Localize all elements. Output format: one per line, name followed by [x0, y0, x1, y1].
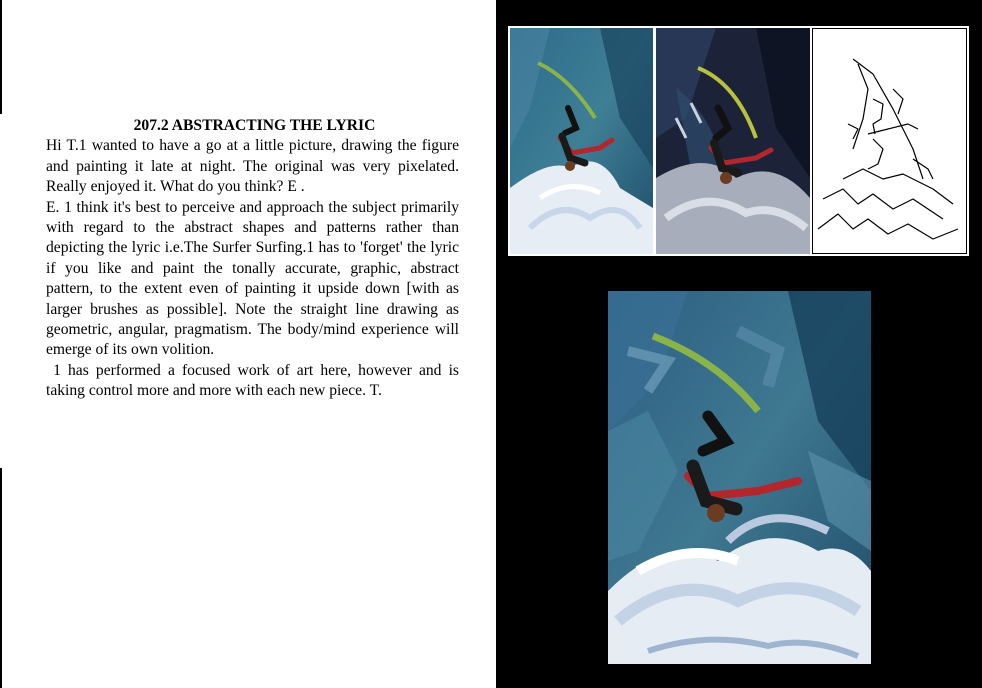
image-page	[496, 0, 982, 688]
article	[46, 116, 463, 402]
surf-painting-large	[608, 291, 871, 664]
page-edge-mark-bottom	[0, 468, 2, 688]
article-paragraph: Hi T.1 wanted to have a go at a little picture, drawing the figure and painting it late at night. The original was very pixelated. Really enjoyed it. What do you think? E .	[46, 137, 459, 196]
triptych-frame	[508, 26, 969, 256]
surf-painting-night	[656, 28, 810, 254]
surf-painting-day	[510, 28, 653, 254]
article-paragraph: 1 has performed a focused work of art here, however and is taking control more and more with each new piece. T.	[46, 361, 463, 400]
surf-line-drawing	[812, 28, 967, 254]
article-title: 207.2 ABSTRACTING THE LYRIC	[133, 117, 376, 134]
page-edge-mark-top	[0, 0, 2, 114]
article-paragraph: E. 1 think it's best to perceive and approach the subject primarily with regard to the abstract shapes and patterns rather than depicting the lyric i.e.The Surfer Surfing.1 has to 'forget' the lyric if you like and paint the tonally accurate, graphic, abstract pattern, to the extent even of painting it upside down [with as larger brushes as possible]. Note the straight line drawing as geometric, angular, pragmatism. The body/mind experience will emerge of its own volition.	[46, 198, 459, 359]
